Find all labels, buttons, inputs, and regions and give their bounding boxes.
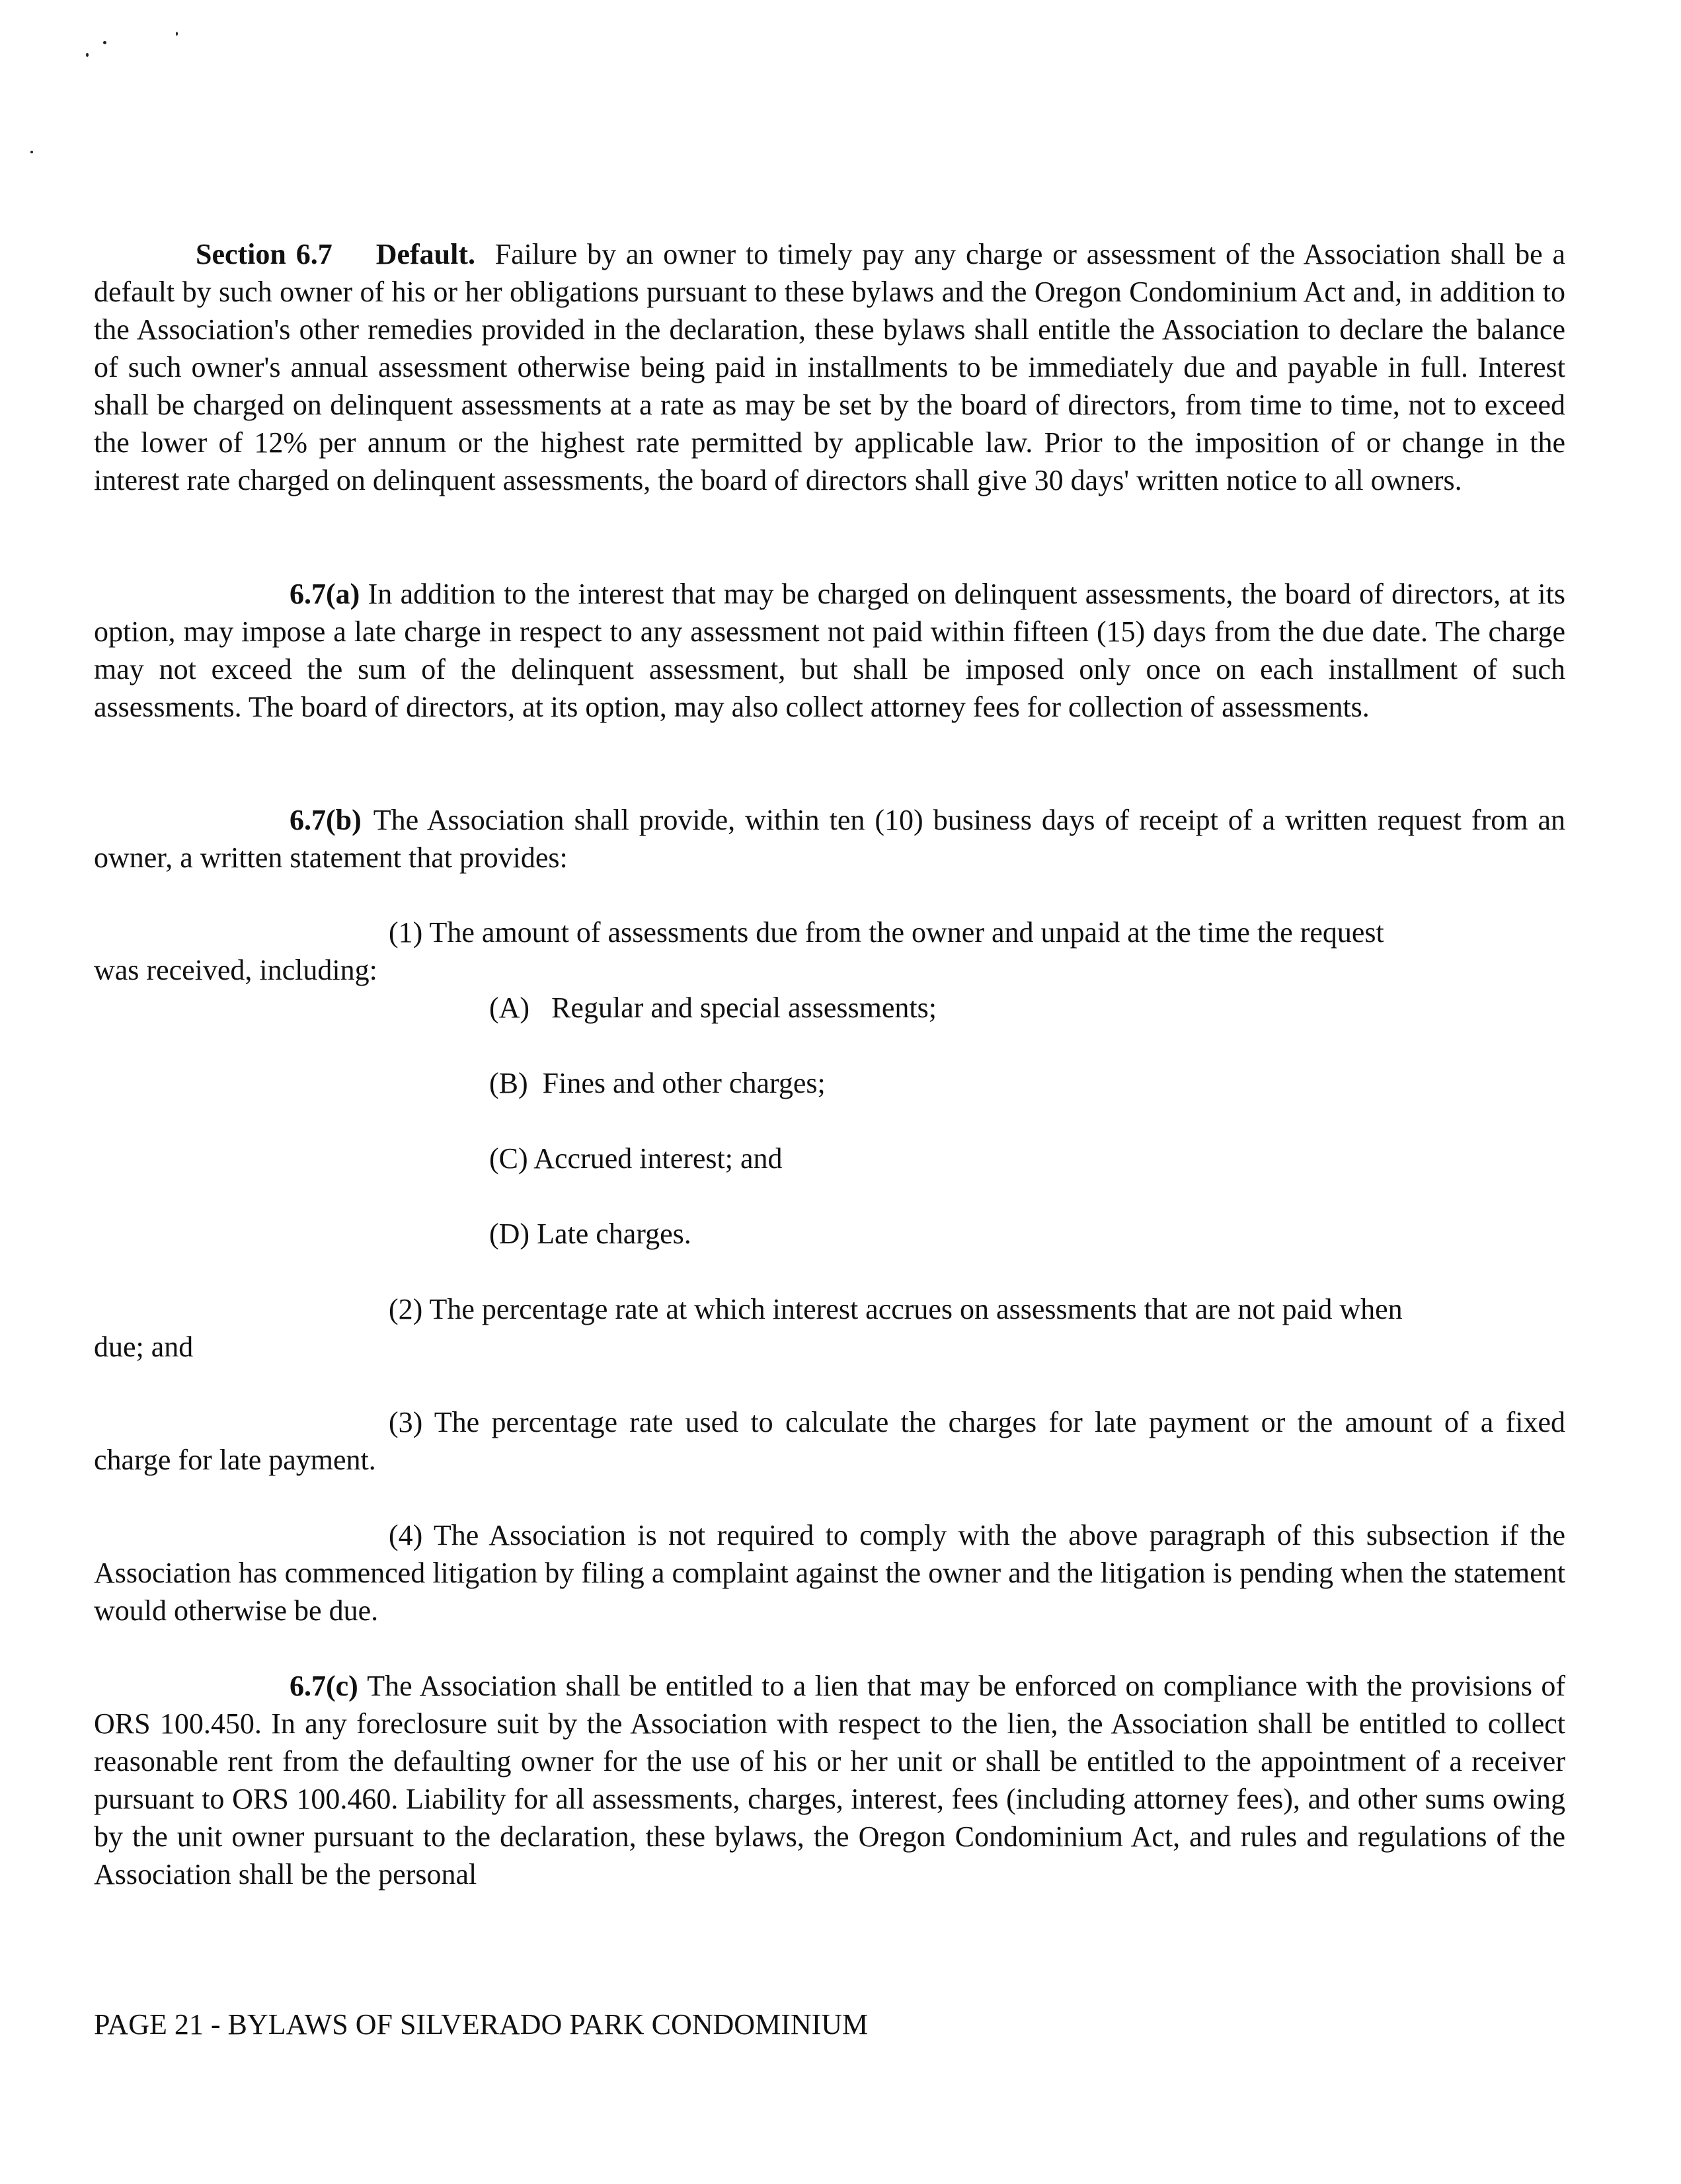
list-item-4: (4) The Association is not required to comply with the above paragraph of this subsection if the Association has commenced litigation by filing a complaint against the owner and the litigation is pending when the statement would otherwise be due. [94, 1519, 1565, 1627]
scan-speck [103, 41, 106, 44]
subsection-label: 6.7(c) [290, 1670, 358, 1702]
section-6-7-paragraph [94, 235, 1565, 499]
sub-item-b: (B) Fines and other charges; [489, 1067, 826, 1099]
scan-speck [86, 53, 89, 57]
list-item-2-continuation: due; and [94, 1331, 194, 1363]
sub-item-a: (A) Regular and special assessments; [489, 992, 937, 1024]
section-text: Failure by an owner to timely pay any charge or assessment of the Association shall be a default by such owner of his or her obligations pursuant to these bylaws and the Oregon Condominium Act and, in addition to the Association's other remedies provided in the declaration, these bylaws shall entitle the Association to declare the balance of such owner's annual assessment otherwise being paid in installments to be immediately due and payable in full. Interest shall be charged on delinquent assessments at a rate as may be set by the board of directors, from time to time, not to exceed the lower of 12% per annum or the highest rate permitted by applicable law. Prior to the imposition of or change in the interest rate charged on delinquent assessments, the board of directors shall give 30 days' written notice to all owners. [94, 238, 1565, 496]
section-6-7a-paragraph [94, 575, 1565, 726]
section-6-7c-paragraph [94, 1667, 1565, 1893]
list-item-3: (3) The percentage rate used to calculate the charges for late payment or the amount of a fixed charge for late payment. [94, 1406, 1565, 1476]
list-item-1: (1) The amount of assessments due from the owner and unpaid at the time the request [389, 916, 1384, 949]
page-footer: PAGE 21 - BYLAWS OF SILVERADO PARK CONDOMINIUM [94, 2008, 869, 2041]
sub-item-d: (D) Late charges. [489, 1218, 691, 1250]
list-item-2: (2) The percentage rate at which interest accrues on assessments that are not paid when [389, 1293, 1403, 1325]
scan-speck [30, 151, 33, 153]
subsection-text: The Association shall be entitled to a lien that may be enforced on compliance with the provisions of ORS 100.450. In any foreclosure suit by the Association with respect to the lien, the Association shall be entitled to collect reasonable rent from the defaulting owner for the use of his or her unit or shall be entitled to the appointment of a receiver pursuant to ORS 100.460. Liability for all assessments, charges, interest, fees (including attorney fees), and other sums owing by the unit owner pursuant to the declaration, these bylaws, the Oregon Condominium Act, and rules and regulations of the Association shall be the personal [94, 1670, 1565, 1891]
subsection-label: 6.7(b) [290, 804, 362, 836]
subsection-text: The Association shall provide, within ten (10) business days of receipt of a written request from an owner, a written statement that provides: [94, 804, 1565, 874]
list-item-1-continuation: was received, including: [94, 954, 377, 986]
section-title: Default. [375, 238, 476, 270]
scan-speck [176, 32, 178, 36]
section-6-7b-paragraph [94, 801, 1565, 877]
sub-item-c: (C) Accrued interest; and [489, 1142, 783, 1175]
subsection-label: 6.7(a) [290, 578, 360, 610]
section-heading: Section 6.7 [196, 238, 332, 270]
subsection-text: In addition to the interest that may be charged on delinquent assessments, the board of directors, at its option, may impose a late charge in respect to any assessment not paid within fifteen (15) days from the due date. The charge may not exceed the sum of the delinquent assessment, but shall be imposed only once on each installment of such assessments. The board of directors, at its option, may also collect attorney fees for collection of assessments. [94, 578, 1565, 723]
